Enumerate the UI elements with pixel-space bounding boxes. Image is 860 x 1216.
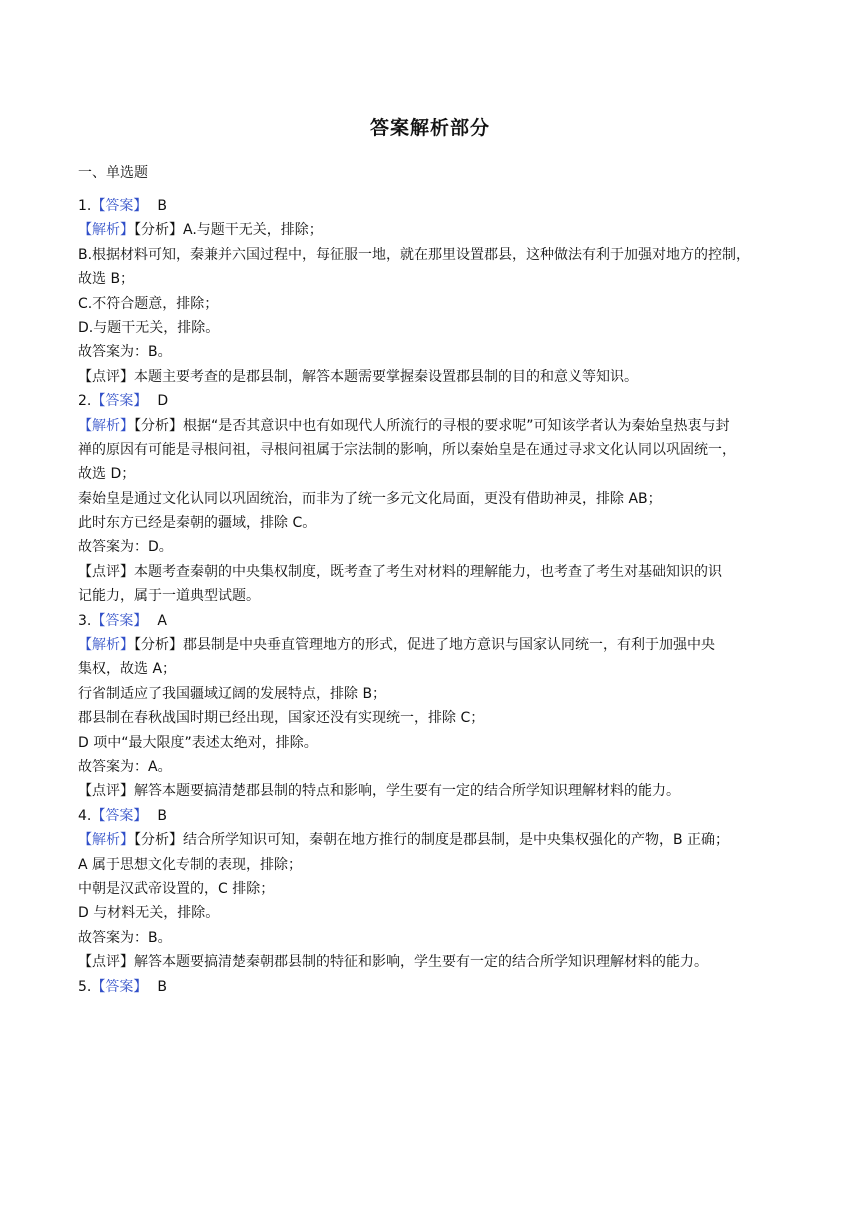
question-number: 4. (78, 807, 92, 824)
explanation-line: 行省制适应了我国疆域辽阔的发展特点，排除 B； (78, 685, 387, 702)
comment-tag: 【点评】 (78, 783, 134, 800)
explanation-line (78, 828, 784, 852)
explain-tag: 【解析】 (78, 417, 134, 434)
answer-tag: 【答案】 (91, 807, 148, 824)
comment-line (78, 584, 784, 608)
page-title: 答案解析部分 (369, 117, 490, 139)
comment-text: 解答本题要搞清楚秦朝郡县制的特征和影响，学生要有一定的结合所学知识理解材料的能力。 (134, 954, 708, 971)
answer-value: B (157, 978, 167, 995)
explanation-text: 郡县制是中央垂直管理地方的形式，促进了地方意识与国家认同统一，有利于加强中央 (183, 637, 715, 654)
question-number: 1. (78, 198, 92, 214)
answer-content (78, 194, 784, 999)
explanation-line: D 与材料无关，排除。 (78, 905, 220, 922)
explanation-line: 中朝是汉武帝设置的，C 排除； (78, 880, 275, 897)
explanation-text: 结合所学知识可知，秦朝在地方推行的制度是郡县制，是中央集权强化的产物，B 正确； (183, 832, 730, 849)
explanation-line: 秦始皇是通过文化认同以巩固统治，而非为了统一多元文化局面，更没有借助神灵，排除 AB； (78, 490, 662, 507)
comment-text: 本题主要考查的是郡县制，解答本题需要掌握秦设置郡县制的目的和意义等知识。 (134, 368, 638, 385)
analysis-tag: 【分析】 (134, 832, 183, 849)
explanation-line: C.不符合题意，排除； (78, 295, 219, 312)
comment-tag: 【点评】 (78, 563, 134, 580)
explain-tag: 【解析】 (78, 637, 134, 654)
explanation-text: A.与题干无关，排除； (183, 222, 323, 239)
explanation-line: 集权，故选 A； (78, 661, 177, 678)
comment-line (78, 950, 784, 974)
answer-tag: 【答案】 (91, 612, 148, 629)
answer-line (78, 389, 784, 413)
question-number: 3. (78, 612, 92, 629)
comment-line (78, 560, 784, 584)
comment-line (78, 365, 784, 389)
explanation-line: 故答案为：B。 (78, 929, 172, 946)
answer-value: B (157, 198, 167, 214)
comment-line (78, 779, 784, 803)
answer-value: D (157, 393, 169, 410)
explanation-line (78, 414, 784, 438)
analysis-tag: 【分析】 (134, 417, 183, 434)
answer-tag: 【答案】 (91, 393, 148, 410)
answer-line (78, 609, 784, 633)
comment-tag: 【点评】 (78, 368, 134, 385)
explanation-line: D 项中“最大限度”表述太绝对，排除。 (78, 734, 318, 751)
answer-line (78, 804, 784, 828)
analysis-tag: 【分析】 (134, 637, 183, 654)
explanation-line: 故答案为：D。 (78, 539, 173, 556)
comment-text: 记能力，属于一道典型试题。 (78, 588, 260, 605)
explanation-line: 故选 B； (78, 271, 135, 288)
answer-value: A (157, 612, 167, 629)
explanation-line: B.根据材料可知，秦兼并六国过程中，每征服一地，就在那里设置郡县，这种做法有利于加强对地方的控制， (78, 246, 751, 263)
explanation-line: A 属于思想文化专制的表现，排除； (78, 856, 303, 873)
explanation-line (78, 218, 784, 242)
comment-text: 本题考查秦朝的中央集权制度，既考查了考生对材料的理解能力，也考查了考生对基础知识的识 (134, 563, 722, 580)
analysis-tag: 【分析】 (134, 222, 183, 239)
answer-tag: 【答案】 (91, 978, 148, 995)
answer-line (78, 194, 784, 218)
explain-tag: 【解析】 (78, 222, 134, 239)
comment-tag: 【点评】 (78, 954, 134, 971)
explain-tag: 【解析】 (78, 832, 134, 849)
explanation-line: 禅的原因有可能是寻根问祖，寻根问祖属于宗法制的影响，所以秦始皇是在通过寻求文化认同以巩固统一， (78, 441, 736, 458)
explanation-line: 郡县制在春秋战国时期已经出现，国家还没有实现统一，排除 C； (78, 710, 485, 727)
explanation-line: 故选 D； (78, 466, 136, 483)
section-heading: 一、单选题 (78, 165, 148, 181)
explanation-line: 此时东方已经是秦朝的疆域，排除 C。 (78, 515, 317, 532)
question-number: 5. (78, 978, 92, 995)
explanation-line: D.与题干无关，排除。 (78, 319, 220, 336)
answer-line (78, 975, 784, 999)
explanation-line: 故答案为：A。 (78, 758, 172, 775)
answer-value: B (157, 807, 167, 824)
explanation-line (78, 633, 784, 657)
answer-tag: 【答案】 (91, 198, 148, 214)
explanation-line: 故答案为：B。 (78, 344, 172, 361)
explanation-text: 根据“是否其意识中也有如现代人所流行的寻根的要求呢”可知该学者认为秦始皇热衷与封 (183, 417, 730, 434)
comment-text: 解答本题要搞清楚郡县制的特点和影响，学生要有一定的结合所学知识理解材料的能力。 (134, 783, 680, 800)
question-number: 2. (78, 393, 92, 410)
